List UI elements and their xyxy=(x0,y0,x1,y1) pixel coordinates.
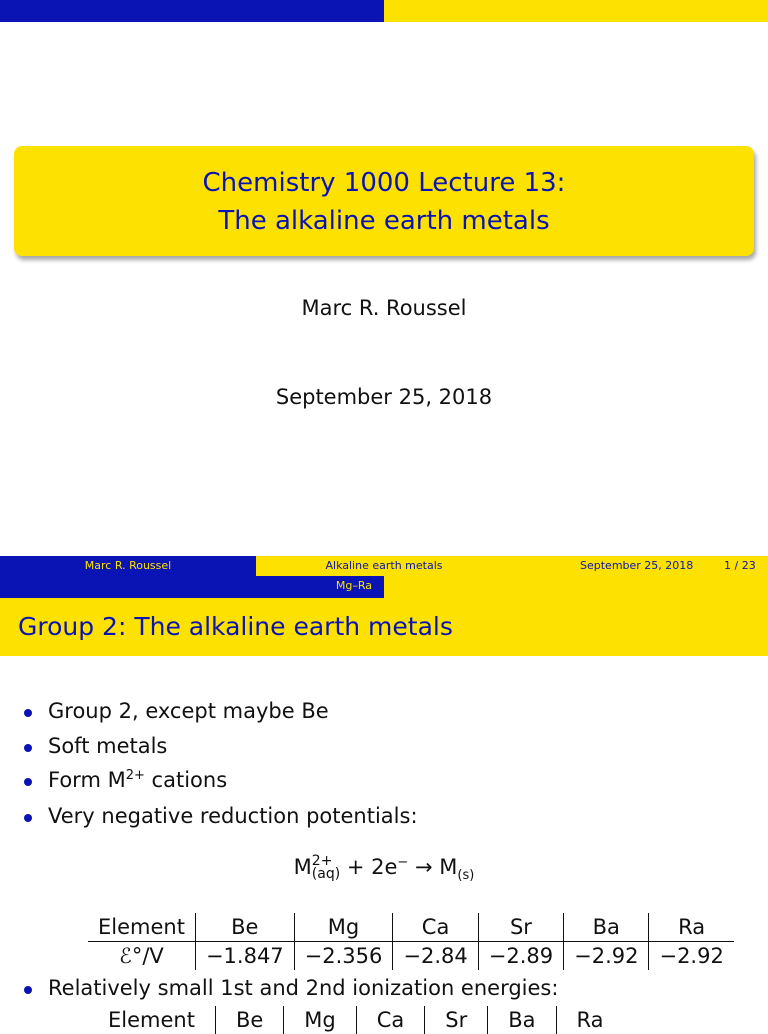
bullet-text: Very negative reduction potentials: xyxy=(48,804,418,828)
bullet-text: Relatively small 1st and 2nd ionization energies: xyxy=(48,976,559,1000)
bullet-item xyxy=(48,804,418,828)
title-box xyxy=(14,146,754,256)
table-cell: −2.92 xyxy=(564,942,649,971)
bullet-dot-icon xyxy=(24,814,32,822)
eq-electron-charge: − xyxy=(397,855,409,870)
table-cell: Be xyxy=(195,913,294,942)
footer-author: Marc R. Roussel xyxy=(84,559,172,572)
table-cell: Ra xyxy=(556,1006,624,1034)
table-cell: Ra xyxy=(649,913,734,942)
eq-ion-scripts xyxy=(312,855,340,881)
table-cell: Ba xyxy=(488,1006,556,1034)
table-cell: Element xyxy=(108,1008,195,1032)
bullet-item xyxy=(48,734,167,758)
table-cell: −2.89 xyxy=(478,942,563,971)
footer-page-number: 1 / 23 xyxy=(724,559,756,572)
eq-electrons: + 2e xyxy=(340,855,398,879)
bullet-item xyxy=(48,976,558,1000)
bullet-item xyxy=(48,768,227,792)
bullet-text: Group 2, except maybe Be xyxy=(48,699,329,723)
eq-product: → M xyxy=(408,855,458,879)
table-cell: Mg xyxy=(294,913,393,942)
footer-date: September 25, 2018 xyxy=(580,559,694,572)
bullet-text: Soft metals xyxy=(48,734,168,758)
table-header-row xyxy=(88,913,734,942)
table-cell: −1.847 xyxy=(195,942,294,971)
bullet-item xyxy=(48,699,329,723)
bullet-dot-icon xyxy=(24,986,32,994)
table-cell: −2.356 xyxy=(294,942,393,971)
footer-date-cell xyxy=(512,556,768,576)
eq-metal: M xyxy=(293,855,312,879)
table-cell: Sr xyxy=(478,913,563,942)
footer-title-cell xyxy=(256,556,512,576)
footer-author-cell xyxy=(0,556,256,576)
reduction-potential-table xyxy=(88,913,734,970)
bullet-text-prefix: Form M xyxy=(48,768,126,792)
table-cell: Mg xyxy=(284,1006,356,1034)
author-name: Marc R. Roussel xyxy=(301,296,467,320)
section-nav-label[interactable]: Mg–Ra xyxy=(335,579,372,592)
eq-phase-aq: (aq) xyxy=(311,866,341,882)
bullet-superscript: 2+ xyxy=(125,768,145,783)
table-cell: −2.92 xyxy=(649,942,734,971)
bullet-dot-icon xyxy=(24,709,32,717)
eq-phase-s: (s) xyxy=(457,868,475,884)
presentation-date: September 25, 2018 xyxy=(275,385,493,409)
reduction-equation xyxy=(0,855,768,883)
slide-footer xyxy=(0,556,768,576)
table-cell: Ca xyxy=(393,913,478,942)
bullet-dot-icon xyxy=(24,744,32,752)
table-cell: Ca xyxy=(356,1006,425,1034)
table-cell: Element xyxy=(88,913,195,942)
eq-charge: 2+ xyxy=(311,853,333,869)
top-bar-right xyxy=(384,0,768,22)
top-bar-left xyxy=(0,0,384,22)
section-nav-right xyxy=(384,576,768,598)
table-cell: −2.84 xyxy=(393,942,478,971)
bullet-text-suffix: cations xyxy=(144,768,228,792)
table-cell: Ba xyxy=(564,913,649,942)
frame-title: Group 2: The alkaline earth metals xyxy=(18,612,453,641)
table-header-row xyxy=(88,1006,624,1034)
ionization-energy-table xyxy=(88,1006,624,1034)
table-cell: ℰ°/V xyxy=(119,944,164,968)
bullet-dot-icon xyxy=(24,778,32,786)
table-cell: Be xyxy=(215,1006,283,1034)
table-row xyxy=(88,942,734,971)
title-line-1: Chemistry 1000 Lecture 13: xyxy=(202,168,566,198)
table-cell: Sr xyxy=(425,1006,488,1034)
title-line-2: The alkaline earth metals xyxy=(218,206,550,236)
footer-title: Alkaline earth metals xyxy=(325,559,443,572)
